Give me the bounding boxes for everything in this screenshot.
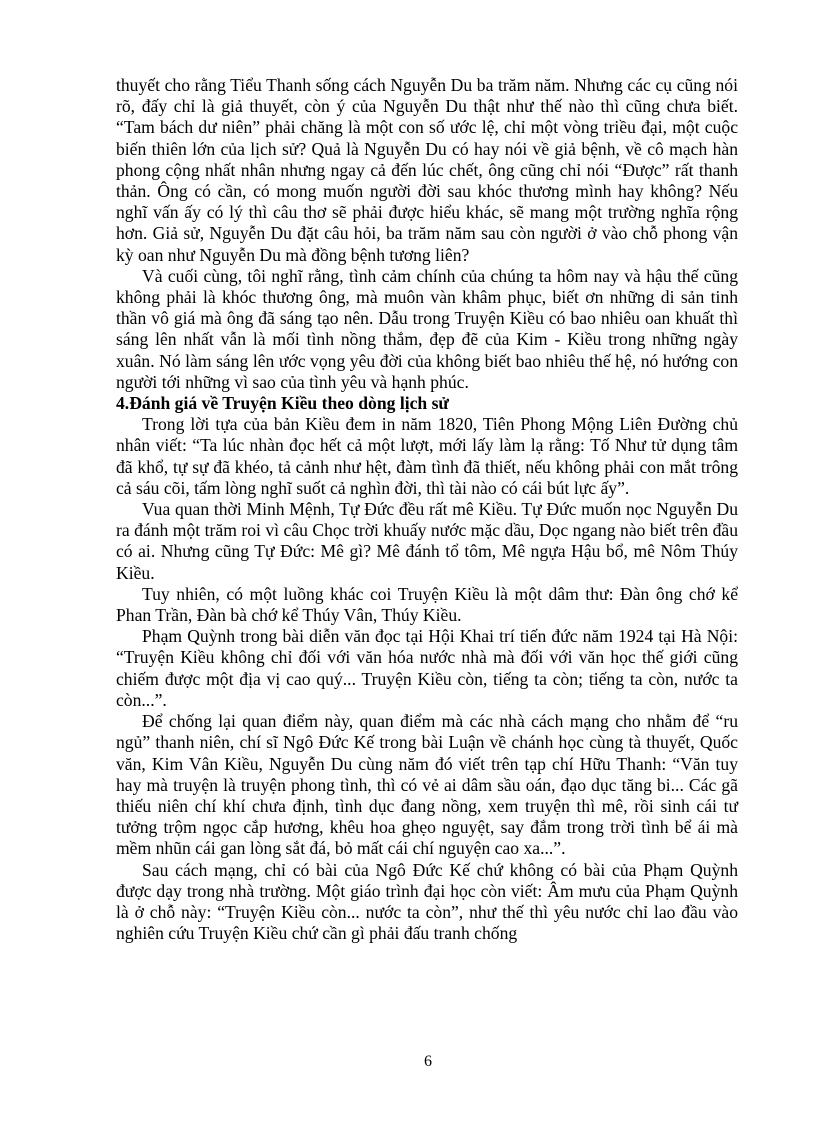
section-heading: 4.Đánh giá về Truyện Kiều theo dòng lịch sử: [116, 393, 449, 414]
page-body: [116, 75, 738, 944]
page-number: 6: [424, 1053, 432, 1070]
paragraph-preface-1820: Trong lời tựa của bản Kiều đem in năm 1820, Tiên Phong Mộng Liên Đường chủ nhân viết: “Ta lúc nhàn đọc hết cả một lượt, mới lấy làm lạ rằng: Tố Như tử dụng tâm đã khổ, tự sự đã khéo, tả cảnh như hệt, đàm tình đã thiết, nếu không phải con mắt trông cả sáu cõi, tấm lòng nghĩ suốt cả nghìn đời, thì tài nào có cái bút lực ấy”.: [116, 414, 738, 498]
paragraph-ngo-duc-ke: Để chống lại quan điểm này, quan điểm mà các nhà cách mạng cho nhằm để “ru ngủ” thanh niên, chí sĩ Ngô Đức Kế trong bài Luận về chánh học cùng tà thuyết, Quốc văn, Kim Vân Kiều, Nguyễn Du cùng năm đó viết trên tạp chí Hữu Thanh: “Văn tuy hay mà truyện là truyện phong tình, thì có vẻ ai dâm sầu oán, đạo dục tăng bi... Các gã thiếu niên chí khí chưa định, tình dục đang nồng, xem truyện thì mê, rồi sinh cái tư tưởng trộm ngọc cắp hương, khêu hoa ghẹo nguyệt, say đắm trong trời tình bể ái mà mềm nhũn cái gan lòng sắt đá, bỏ mất cái chí nguyện cao xa...”.: [116, 711, 738, 859]
paragraph-continuation: thuyết cho rằng Tiểu Thanh sống cách Nguyễn Du ba trăm năm. Nhưng các cụ cũng nói rõ, đấy chỉ là giả thuyết, còn ý của Nguyễn Du thật như thế nào thì cũng chưa biết. “Tam bách dư niên” phải chăng là một con số ước lệ, chỉ một vòng triều đại, một cuộc biến thiên lớn của lịch sử? Quả là Nguyễn Du có hay nói về giả bệnh, về cô mạch hàn phong cộng nhất nhân nhưng ngay cả đến lúc chết, ông cũng chỉ nói “Được” rất thanh thản. Ông có cần, có mong muốn người đời sau khóc thương mình hay không? Nếu nghĩ vấn ấy có lý thì câu thơ sẽ phải được hiểu khác, sẽ mang một trường nghĩa rộng hơn. Giả sử, Nguyễn Du đặt câu hỏi, ba trăm năm sau còn người ở vào chỗ phong vận kỳ oan như Nguyễn Du mà đồng bệnh tương liên?: [116, 75, 738, 265]
paragraph-opposing-view: Tuy nhiên, có một luồng khác coi Truyện Kiều là một dâm thư: Đàn ông chớ kể Phan Trần, Đàn bà chớ kể Thúy Vân, Thúy Kiều.: [116, 583, 738, 626]
paragraph-after-revolution: Sau cách mạng, chỉ có bài của Ngô Đức Kế chứ không có bài của Phạm Quỳnh được dạy trong nhà trường. Một giáo trình đại học còn viết: Âm mưu của Phạm Quỳnh là ở chỗ này: “Truyện Kiều còn... nước ta còn”, như thế thì yêu nước chỉ lao đầu vào nghiên cứu Truyện Kiều chứ cần gì phải đấu tranh chống: [116, 859, 738, 944]
paragraph-conclusion: Và cuối cùng, tôi nghĩ rằng, tình cảm chính của chúng ta hôm nay và hậu thế cũng không phải là khóc thương ông, mà muôn vàn khâm phục, biết ơn những di sản tinh thần vô giá mà ông đã sáng tạo nên. Dẫu trong Truyện Kiều có bao nhiêu oan khuất thì sáng lên nhất vẫn là mối tình nồng thắm, đẹp đẽ của Kim - Kiều trong những ngày xuân. Nó làm sáng lên ước vọng yêu đời của không biết bao nhiêu thế hệ, nó hướng con người tới những vì sao của tình yêu và hạnh phúc.: [116, 265, 738, 392]
paragraph-pham-quynh: Phạm Quỳnh trong bài diễn văn đọc tại Hội Khai trí tiến đức năm 1924 tại Hà Nội: “Truyện Kiều không chỉ đối với văn hóa nước nhà mà đối với văn học thế giới cũng chiếm được một địa vị cao quý... Truyện Kiều còn, tiếng ta còn; tiếng ta còn, nước ta còn...”.: [116, 626, 738, 710]
paragraph-kings: Vua quan thời Minh Mệnh, Tự Đức đều rất mê Kiều. Tự Đức muốn nọc Nguyễn Du ra đánh một trăm roi vì câu Chọc trời khuấy nước mặc dầu, Dọc ngang nào biết trên đầu có ai. Nhưng cũng Tự Đức: Mê gì? Mê đánh tổ tôm, Mê ngựa Hậu bổ, mê Nôm Thúy Kiều.: [116, 499, 738, 583]
